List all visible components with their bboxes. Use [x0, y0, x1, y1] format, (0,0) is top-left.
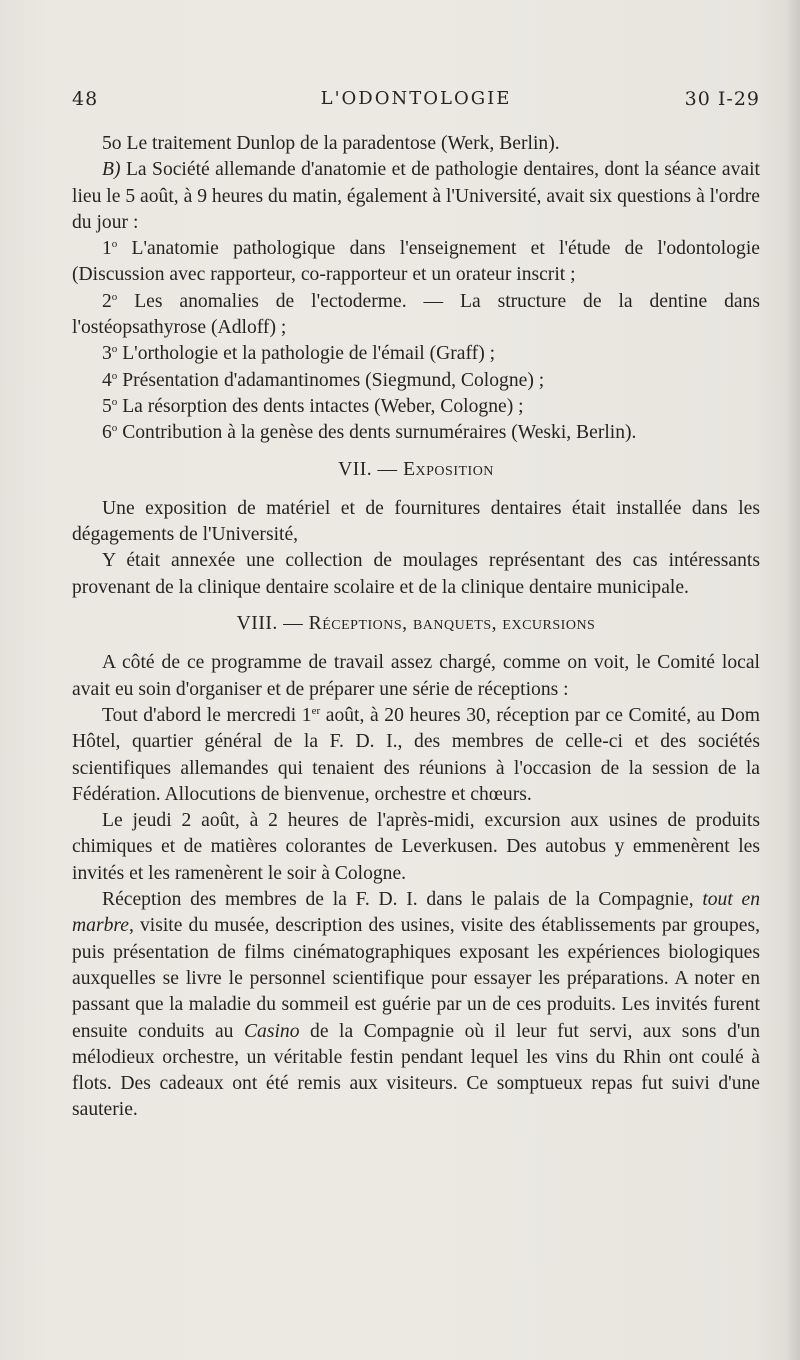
list-number: 3: [102, 343, 112, 365]
list-number: 4: [102, 369, 112, 391]
list-item-b4: [72, 368, 760, 394]
list-number: 5: [102, 395, 112, 417]
list-number: 2: [102, 290, 112, 312]
ordinal-suffix: er: [311, 704, 321, 717]
section-title: Réceptions, banquets, excursions: [308, 613, 596, 635]
paragraph-text: , visite du musée, description des usines, visite des établissements par groupes, puis présentation de films cinématographiques exposant les expériences biologiques auxquelles se livre le personnel scientifique pour essayer les préparations. A noter en passant que la maladie du sommeil est guérie par un de ces produits. Les invités furent ensuite conduits au: [72, 915, 760, 1042]
italic-phrase: tout en marbre: [72, 889, 760, 937]
list-item-b5: [72, 394, 760, 420]
list-item-b2: [72, 289, 760, 342]
list-number: 6: [102, 422, 112, 444]
issue-date: 30 I-29: [684, 88, 760, 110]
paragraph-receptions-2: [72, 703, 760, 808]
paragraph-b-label: B): [102, 159, 121, 181]
section-heading-viii: [72, 611, 760, 637]
list-item-a5-text: 5o Le traitement Dunlop de la paradentose (Werk, Berlin).: [102, 133, 560, 154]
list-item-b6: [72, 420, 760, 446]
paragraph-text: Tout d'abord le mercredi 1: [102, 704, 312, 726]
paragraph-receptions-3: Le jeudi 2 août, à 2 heures de l'après-midi, excursion aux usines de produits chimiques et de matières colorantes de Leverkusen. Des autobus y emmenèrent les invités et les ramenèrent le soir à Cologne.: [72, 810, 760, 884]
ordinal-mark: o: [111, 343, 118, 356]
paragraph-text: de la Compagnie où il leur fut servi, aux sons d'un mélodieux orchestre, un véritable festin pendant lequel les vins du Rhin ont coulé à flots. Des cadeaux ont été remis aux visiteurs. Ce somptueux repas fut suivi d'une sauterie.: [72, 1020, 760, 1121]
ordinal-mark: o: [111, 422, 118, 435]
ordinal-mark: o: [111, 369, 118, 382]
list-number: 1: [102, 238, 112, 260]
list-item-b3: [72, 341, 760, 367]
paragraph-text: Réception des membres de la F. D. I. dans le palais de la Compagnie,: [102, 889, 703, 911]
list-item-b1: [72, 236, 760, 289]
section-heading-vii: [72, 457, 760, 483]
paragraph-b: [72, 157, 760, 236]
section-numeral: VIII. —: [236, 613, 309, 635]
italic-phrase: Casino: [243, 1020, 300, 1042]
ordinal-mark: o: [111, 238, 118, 251]
page-body: [72, 131, 760, 1124]
paragraph-text: août, à 20 heures 30, réception par ce Comité, au Dom Hôtel, quartier général de la F. D. I., des membres de celle-ci et des sociétés scientifiques allemandes qui tenaient des réunions à l'occasion de la session de la Fédération. Allocutions de bienvenue, orchestre et chœurs.: [72, 704, 760, 805]
list-item-text: Présentation d'adamantinomes (Siegmund, Cologne) ;: [117, 369, 545, 391]
page-edge-shadow: [786, 0, 800, 1360]
list-item-text: Contribution à la genèse des dents surnuméraires (Weski, Berlin).: [117, 422, 637, 444]
ordinal-mark: o: [111, 395, 118, 408]
paragraph-receptions-1: A côté de ce programme de travail assez chargé, comme on voit, le Comité local avait eu soin d'organiser et de préparer une série de réceptions :: [72, 652, 760, 700]
journal-title: L'ODONTOLOGIE: [320, 88, 512, 109]
paragraph-receptions-4: [72, 887, 760, 1124]
list-item-text: La résorption des dents intactes (Weber, Cologne) ;: [117, 395, 524, 417]
ordinal-mark: o: [111, 290, 118, 303]
paragraph-b-text: La Société allemande d'anatomie et de pathologie dentaires, dont la séance avait lieu le 5 août, à 9 heures du matin, également à l'Université, avait six questions à l'ordre du jour :: [72, 159, 760, 233]
running-header: [72, 84, 760, 118]
list-item-text: L'orthologie et la pathologie de l'émail (Graff) ;: [117, 343, 496, 365]
paragraph-exposition-2: Y était annexée une collection de moulages représentant des cas intéressants provenant de la clinique dentaire scolaire et de la clinique dentaire municipale.: [72, 550, 760, 598]
page-number: 48: [72, 88, 99, 110]
section-numeral: VII. —: [338, 458, 404, 480]
paragraph-exposition-1: Une exposition de matériel et de fournitures dentaires était installée dans les dégagements de l'Université,: [72, 497, 760, 546]
list-item-text: L'anatomie pathologique dans l'enseignement et l'étude de l'odontologie (Discussion avec rapporteur, co-rapporteur et un orateur inscrit ;: [72, 238, 760, 286]
list-item-text: Les anomalies de l'ectoderme. — La structure de la dentine dans l'ostéopsathyrose (Adloff) ;: [72, 290, 760, 339]
section-title: Exposition: [403, 458, 494, 480]
list-item-a5: [72, 131, 760, 157]
